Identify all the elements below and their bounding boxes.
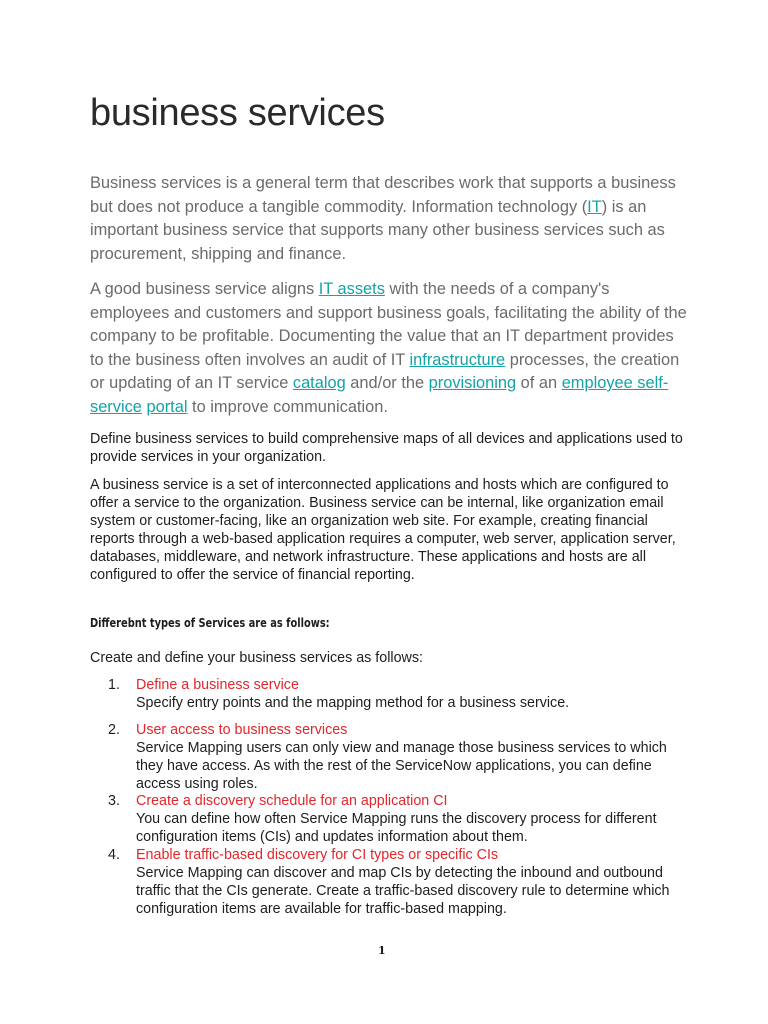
paragraph-text: and/or the: [345, 374, 429, 392]
inline-link[interactable]: portal: [146, 397, 188, 416]
description-paragraph: A business service is a set of interconnected applications and hosts which are configured to offer a service to the organization. Business service can be internal, like organization email system or customer-facing, like an organization web site. For example, creating financial reports through a web-based application requires a computer, web server, application server, databases, middleware, and network infrastructure. These applications and hosts are all configured to offer the service of financial reporting.: [90, 477, 676, 583]
paragraph-text: ) is an important business service that supports many other business services such as procurement, shipping and finance.: [90, 197, 665, 263]
step-description: Specify entry points and the mapping method for a business service.: [136, 695, 570, 711]
paragraph-text: processes, the creation or updating of an IT service: [90, 350, 680, 392]
step-title-link[interactable]: User access to business services: [136, 722, 348, 738]
paragraph-text: of an: [516, 374, 562, 392]
inline-link[interactable]: infrastructure: [409, 350, 506, 369]
step-description: Service Mapping can discover and map CIs by detecting the inbound and outbound traffic that the CIs generate. Create a traffic-based discovery rule to determine which configuration items are available for traffic-based mapping.: [136, 865, 670, 917]
step-number: 2.: [108, 722, 120, 738]
step-number: 4.: [108, 847, 120, 863]
inline-link[interactable]: IT: [587, 197, 602, 216]
step-title-link[interactable]: Create a discovery schedule for an application CI: [136, 793, 448, 809]
intro-paragraph-1: [90, 172, 690, 266]
paragraph-text: to improve communication.: [187, 397, 388, 416]
step-number: 3.: [108, 793, 120, 809]
paragraph-text: with the needs of a company's employees and customers and support business goals, facilitating the ability of the company to be profitable. Documenting the value that an IT department provides to the business often involves an audit of IT: [90, 280, 687, 369]
inline-link[interactable]: employee self-service: [90, 374, 669, 416]
page-title: business services: [90, 92, 385, 134]
define-paragraph: Define business services to build comprehensive maps of all devices and applications used to provide services in your organization.: [90, 431, 683, 465]
lead-in-text: Create and define your business services as follows:: [90, 650, 423, 666]
inline-link[interactable]: IT assets: [318, 280, 385, 298]
paragraph-text: A good business service aligns: [90, 280, 319, 298]
page-number: 1: [378, 944, 386, 957]
step-description: Service Mapping users can only view and manage those business services to which they have access. As with the rest of the ServiceNow applications, you can define access using roles.: [136, 740, 667, 792]
inline-link[interactable]: catalog: [292, 374, 346, 392]
inline-link[interactable]: provisioning: [428, 374, 517, 392]
section-heading: Differebnt types of Services are as follows:: [90, 616, 330, 630]
intro-paragraph-2: [90, 278, 690, 419]
paragraph-text: Business services is a general term that describes work that supports a business but does not produce a tangible commodity. Information technology (: [90, 174, 676, 216]
step-description: You can define how often Service Mapping runs the discovery process for different configuration items (CIs) and updates information about them.: [136, 811, 657, 845]
step-number: 1.: [108, 677, 120, 693]
step-title-link[interactable]: Enable traffic-based discovery for CI types or specific CIs: [136, 847, 499, 863]
step-title-link[interactable]: Define a business service: [136, 677, 299, 693]
